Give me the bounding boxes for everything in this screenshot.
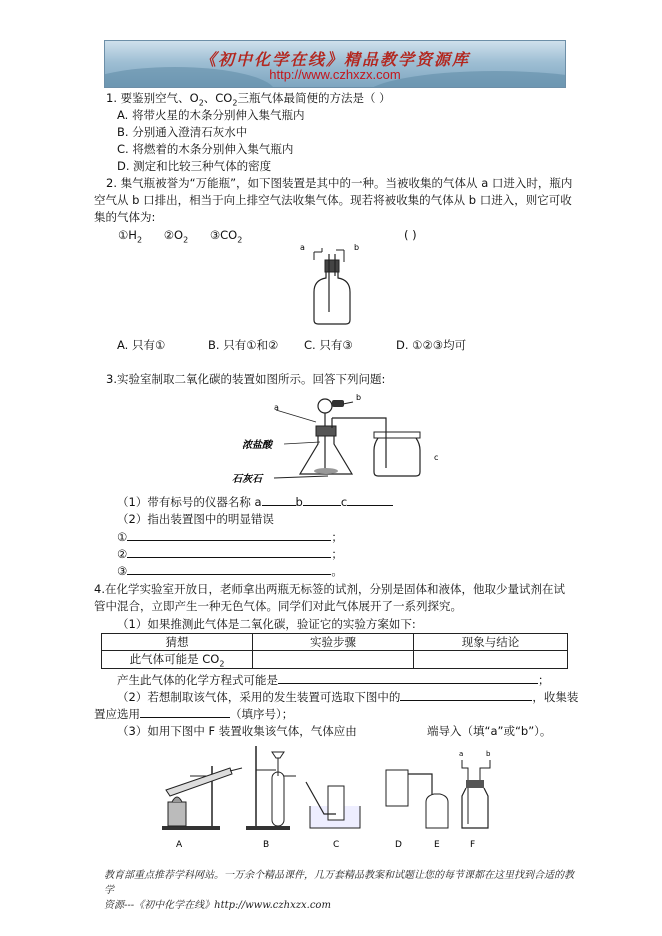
q4-part1: （1）如果推测此气体是二氧化碳，验证它的实验方案如下: [117,617,416,631]
q2-answer-d: D. ①②③均可 [396,338,467,352]
table-cell-empty[interactable] [414,651,568,669]
footer-line2: 资源---《初中化学在线》http://www.czhxzx.com [104,900,331,911]
q4-equation: 产生此气体的化学方程式可能是 ； [117,673,550,687]
label-f-b: b [486,750,491,758]
q3-stem: 3.实验室制取二氧化碳的装置如图所示。回答下列问题: [106,372,386,386]
blank-c[interactable] [347,494,393,506]
blank-equation[interactable] [278,672,538,684]
q3-part2: （2）指出装置图中的明显错误 [117,512,274,526]
q4-part3-b: 端导入（填“a”或“b”）。 [427,724,552,738]
apparatus-figure [150,742,510,854]
label-C: C [333,840,340,850]
label-a: a [300,243,305,252]
table-cell-empty[interactable] [253,651,414,669]
blank-a[interactable] [262,494,296,506]
banner-url[interactable]: http://www.czhxzx.com [269,67,401,82]
q1-option-d: D. 测定和比较三种气体的密度 [117,159,272,173]
blank-generator[interactable] [400,689,532,701]
table-cell: 此气体可能是 $CO_2$ [102,651,253,669]
q2-answer-c: C. 只有③ [304,338,353,352]
q2-answer-b: B. 只有①和② [208,338,279,352]
q2-line1: 2. 集气瓶被誉为“万能瓶”，如下图装置是其中的一种。当被收集的气体从 a 口进入时，瓶内 [106,176,573,190]
label-acid: 浓盐酸 [242,440,272,451]
header-banner [104,40,566,88]
label-a: a [274,403,279,412]
blank-mistake-3[interactable] [127,563,331,575]
footer-line1: 教育部重点推荐学科网站。一万余个精品课件，几万套精品教案和试题让您的每节课都在这里找到合适的教学 [104,870,574,896]
q3-mistake-1: ① ； [117,530,343,544]
experiment-table [101,633,568,669]
apparatus-f [459,750,491,850]
label-F: F [470,840,476,850]
table-row [102,651,568,669]
q1-stem: 1. 要鉴别空气、$O_2$、$CO_2$三瓶气体最简便的方法是（ ） [106,91,391,108]
q3-mistake-2: ② ； [117,547,343,561]
q1-option-a: A. 将带火星的木条分别伸入集气瓶内 [117,108,305,122]
label-b: b [354,243,360,252]
q4-part3-a: （3）如用下图中 F 装置收集该气体，气体应由 [117,724,357,738]
q3-mistake-3: ③ 。 [117,564,343,578]
table-header-row [102,634,568,651]
table-header: 实验步骤 [253,634,414,651]
label-f-a: a [459,750,464,758]
q4-part2-cont: 置应选用 （填序号）； [94,707,294,721]
co2-apparatus-figure [228,388,473,486]
apparatus-b [246,746,296,850]
q3-part1: （1）带有标号的仪器名称 a b c [117,494,393,510]
q4-part2: （2）若想制取该气体，采用的发生装置可选取下图中的 ，收集装 [117,690,579,704]
apparatus-c [306,782,360,850]
blank-b[interactable] [303,494,341,506]
label-c: c [434,453,439,462]
q1-option-c: C. 将燃着的木条分别伸入集气瓶内 [117,142,294,156]
apparatus-d [386,770,432,850]
blank-collector[interactable] [140,706,230,718]
footer [104,868,574,913]
label-E: E [434,840,440,850]
apparatus-e [426,794,448,850]
q2-gases: $①H_2$ $②O_2$ $③CO_2$ [118,228,243,245]
label-B: B [263,840,270,850]
banner-title: 《初中化学在线》精品教学资源库 [199,50,470,69]
q2-answer-paren: ( ) [404,228,417,242]
table-header: 猜想 [102,634,253,651]
gas-collecting-bottle-figure [292,240,362,340]
q2-answer-a: A. 只有① [117,338,166,352]
apparatus-a [162,766,242,850]
q2-line3: 集的气体为: [94,210,156,224]
label-stone: 石灰石 [232,474,262,485]
table-header: 现象与结论 [414,634,568,651]
blank-mistake-1[interactable] [127,529,331,541]
q1-option-b: B. 分别通入澄清石灰水中 [117,125,248,139]
q4-line2: 管中混合，立即产生一种无色气体。同学们对此气体展开了一系列探究。 [94,599,462,613]
label-A: A [176,840,183,850]
label-D: D [395,840,402,850]
blank-mistake-2[interactable] [127,546,331,558]
q2-line2: 空气从 b 口排出，相当于向上排空气法收集气体。现若将被收集的气体从 b 口进入，则它可收 [94,193,572,207]
label-b: b [356,393,362,402]
q4-line1: 4.在化学实验室开放日，老师拿出两瓶无标签的试剂，分别是固体和液体，他取少量试剂在试 [94,582,565,596]
